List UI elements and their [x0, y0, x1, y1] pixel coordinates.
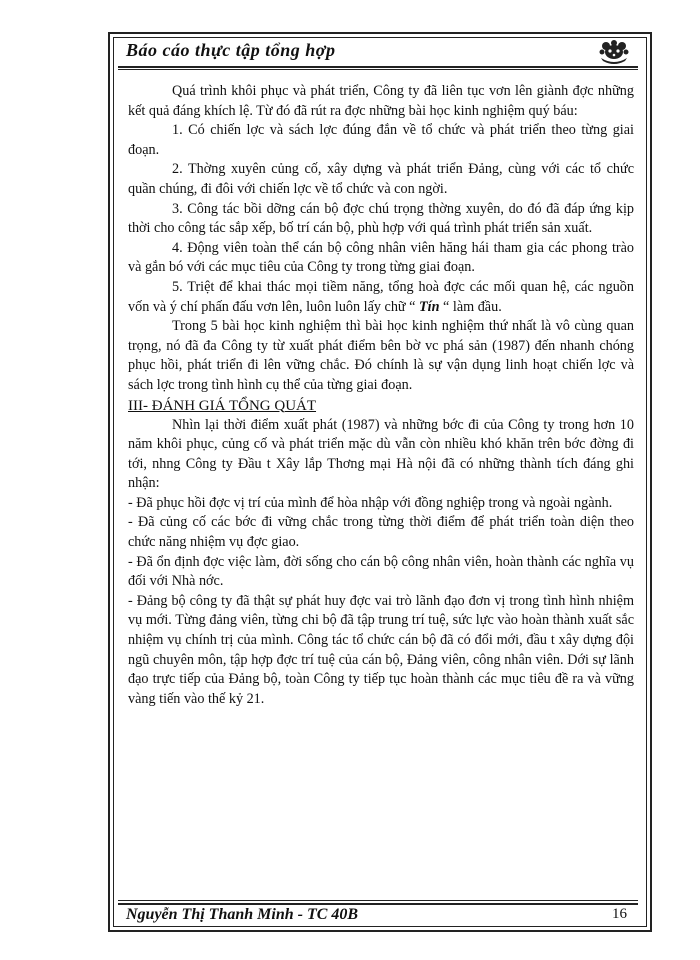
- lesson-1: 1. Có chiến lợc và sách lợc đúng đắn về tổ chức và phát triển theo từng giai đoạn.: [128, 122, 634, 158]
- header-rule: [118, 66, 638, 68]
- section-heading: III- ĐÁNH GIÁ TỔNG QUÁT: [128, 397, 317, 414]
- header-title: Báo cáo thực tập tổng hợp: [126, 40, 336, 60]
- lesson-3: 3. Công tác bồi dỡng cán bộ đợc chú trọng thờng xuyên, do đó đã đáp ứng kịp thời cho công tác sắp xếp, bố trí cán bộ, phù hợp với quá trình phát triển sản xuất.: [128, 200, 634, 237]
- lesson-5-text: 5. Triệt để khai thác mọi tiềm năng, tổng hoà đợc các mối quan hệ, các nguồn vốn và ý chí phấn đấu vơn lên, luôn luôn lấy chữ “: [128, 278, 634, 315]
- page-number: 16: [612, 906, 627, 922]
- intro-paragraph: Quá trình khôi phục và phát triển, Công ty đã liên tục vơn lên giành đợc những kết quả đáng khích lệ. Từ đó đã rút ra đợc những bài học kinh nghiệm quý báu:: [128, 83, 634, 119]
- bullet-1: - Đã phục hồi đợc vị trí của mình để hòa nhập với đồng nghiệp trong và ngoài ngành.: [128, 494, 613, 511]
- ornament-icon: [597, 38, 631, 64]
- lesson-5-emphasis: Tín: [419, 298, 440, 315]
- overview-paragraph: Nhìn lại thời điểm xuất phát (1987) và những bớc đi của Công ty trong hơn 10 năm khôi phục, củng cố và phát triển mặc dù vẫn còn nhiều khó khăn trên bớc đờng đi tới, nhng Công ty Đầu t Xây lắp Thơng mại Hà nội đã có những thành tích đáng ghi nhận:: [128, 416, 634, 492]
- bullet-4: - Đảng bộ công ty đã thật sự phát huy đợc vai trò lãnh đạo đơn vị trong tình hình nhiệm vụ mới. Từng đảng viên, từng chi bộ đã tập trung trí tuệ, sức lực vào hoàn thành xuất sắc nhiệm vụ chính trị của mình. Công tác tổ chức cán bộ đã có đổi mới, đầu t xây dựng đội ngũ chuyên môn, tập hợp đợc trí tuệ của cán bộ, Đảng viên, công nhân viên. Dới sự lãnh đạo trực tiếp của Đảng bộ, toàn Công ty tiếp tục hoàn thành các mục tiêu đề ra và vững vàng tiến vào thế kỷ 21.: [128, 592, 634, 707]
- footer-author: Nguyễn Thị Thanh Minh - TC 40B: [126, 906, 359, 923]
- bullet-3: - Đã ổn định đợc việc làm, đời sống cho cán bộ công nhân viên, hoàn thành các nghĩa vụ đối với Nhà nớc.: [128, 553, 634, 590]
- lesson-4: 4. Động viên toàn thể cán bộ công nhân viên hăng hái tham gia các phong trào và gắn bó với các mục tiêu của Công ty trong từng giai đoạn.: [128, 239, 634, 276]
- footer-rule: [118, 903, 638, 905]
- lesson-2: 2. Thờng xuyên củng cố, xây dựng và phát triển Đảng, cùng với các tổ chức quần chúng, đi đôi với chiến lợc về tổ chức và con ngời.: [128, 161, 634, 197]
- lesson-5-end: “ làm đầu.: [443, 298, 502, 315]
- summary-paragraph: Trong 5 bài học kinh nghiệm thì bài học kinh nghiệm thứ nhất là vô cùng quan trọng, nó đã đa Công ty từ xuất phát điểm bên bờ vc phá sản (1987) đến nhanh chóng phục hồi, phát triển đi lên vững chắc. Đó chính là sự vận dụng linh hoạt chiến lợc và sách lợc trong tình hình cụ thể của từng giai đoạn.: [128, 318, 634, 393]
- footer-rule-thin: [118, 900, 638, 901]
- header-rule-thin: [118, 69, 638, 70]
- bullet-2: - Đã củng cố các bớc đi vững chắc trong từng thời điểm để phát triển toàn diện theo chức năng nhiệm vụ đợc giao.: [128, 514, 634, 551]
- body-text: [128, 82, 634, 709]
- lesson-5: [128, 278, 634, 317]
